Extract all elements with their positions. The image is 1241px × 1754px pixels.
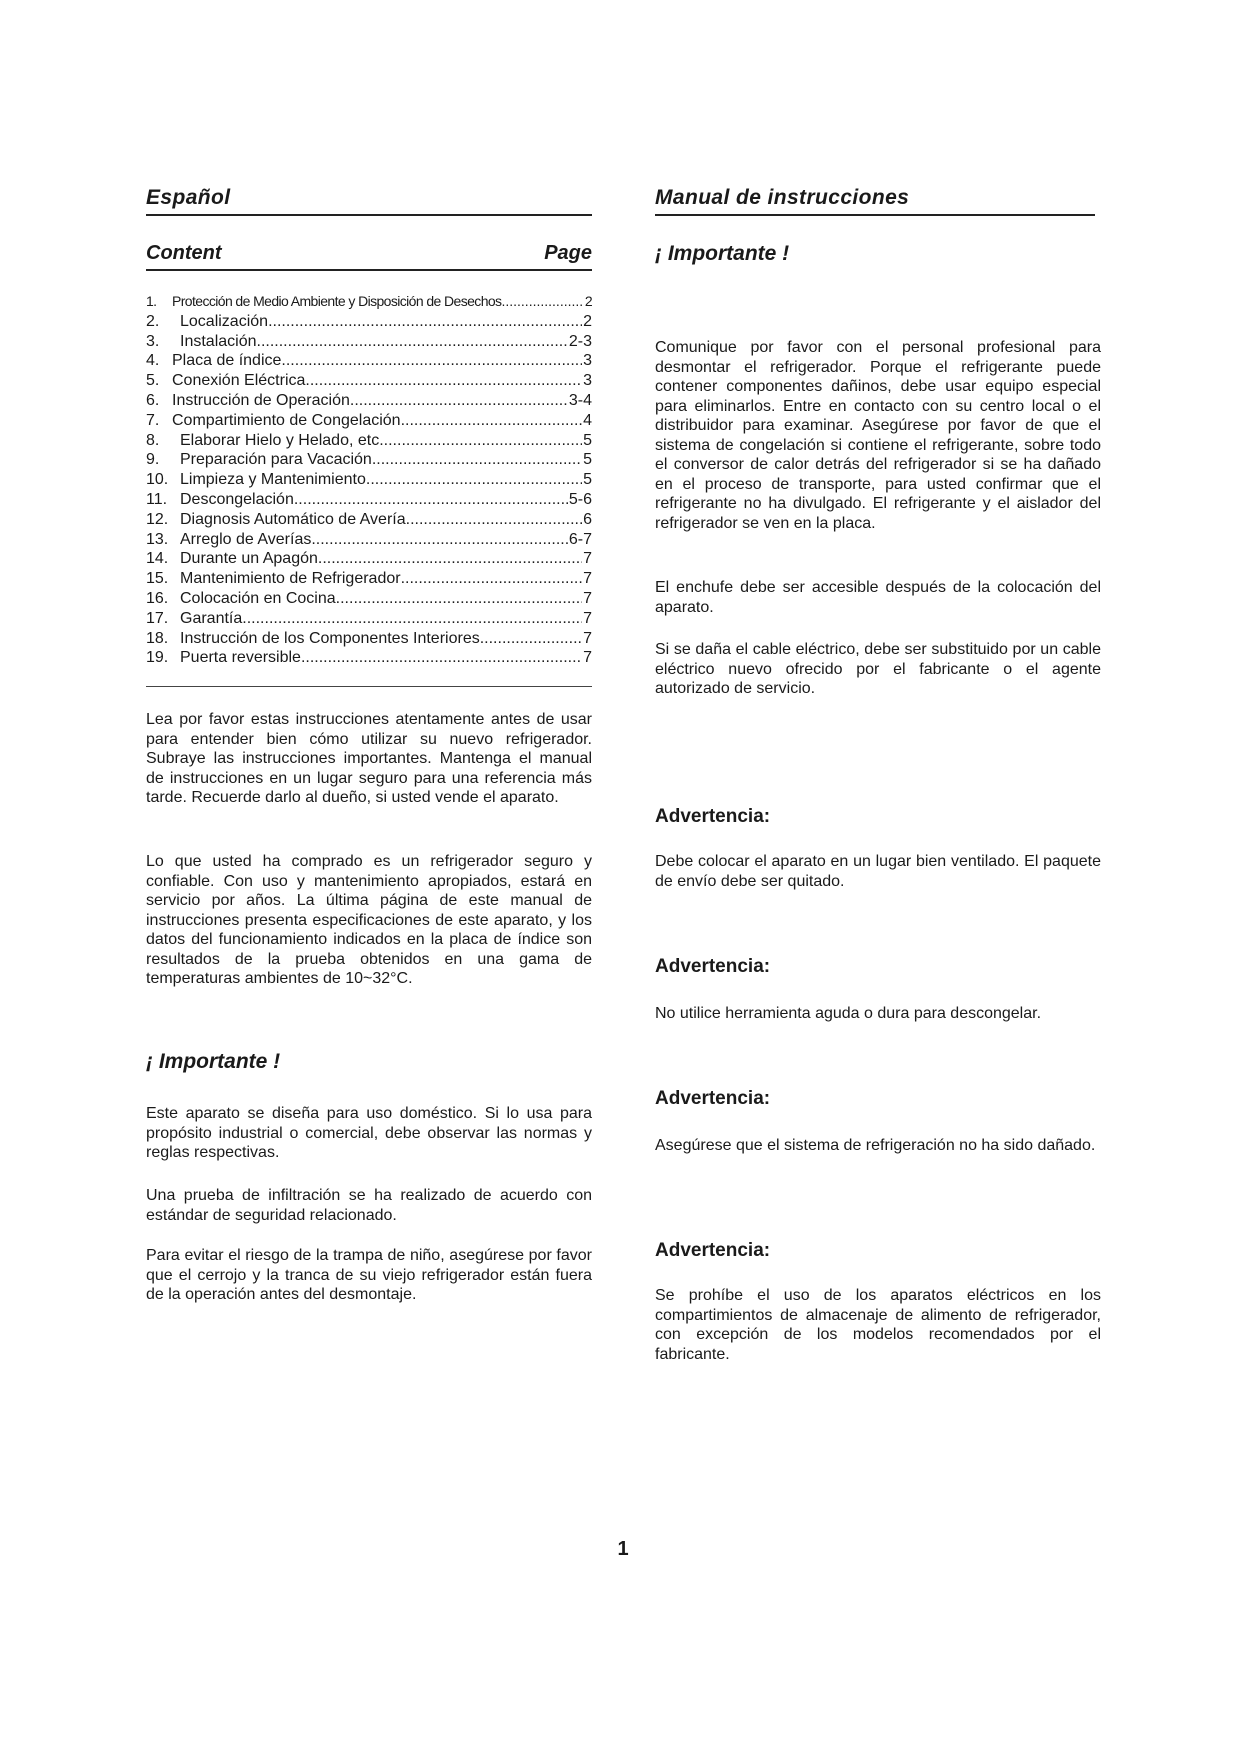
intro-paragraph-1: Lea por favor estas instrucciones atentamente antes de usar para entender bien cómo utilizar su nuevo refrigerador. Subraye las instrucciones importantes. Mantenga el manual de instrucciones en un lugar seguro para una referencia más tarde. Recuerde darlo al dueño, si usted vende el aparato. [146,711,592,806]
toc-item-label: Protección de Medio Ambiente y Disposición de Desechos [172,293,502,309]
toc-item [146,351,592,371]
toc-leader-dots [294,490,568,510]
warning-4 [655,1240,1101,1262]
toc-item [146,589,592,609]
important-right-paragraph-3: Si se daña el cable eléctrico, debe ser substituido por un cable eléctrico nuevo ofrecido por el fabricante o el agente autorizado de servicio. [655,641,1101,697]
toc-item-page: 7 [583,589,592,607]
toc-header [146,242,592,271]
toc-item-page: 4 [583,411,592,429]
important-left-title: ¡ Importante ! [146,1050,281,1073]
warning-3-title: Advertencia: [655,1088,771,1109]
toc-item-number: 12. [146,510,169,528]
toc-leader-dots [350,391,568,411]
toc-leader-dots [406,510,582,530]
section-header-manual [655,186,1101,216]
important-right-body-3 [655,640,1101,699]
important-left-paragraph-2: Una prueba de infiltración se ha realizado de acuerdo con estándar de seguridad relacionado. [146,1187,592,1224]
toc-leader-dots [311,530,568,550]
toc-item-number: 14. [146,550,169,568]
toc-item [146,431,592,451]
toc-item-page: 7 [583,609,592,627]
toc-item-number: 7. [146,411,160,429]
toc-item [146,371,592,391]
toc-title: Content [146,242,222,264]
toc-leader-dots [372,450,582,470]
toc-item [146,411,592,431]
toc-item-page: 2-3 [568,332,592,350]
toc-item-label: Mantenimiento de Refrigerador [180,570,401,588]
toc-item-page: 2 [583,312,592,330]
toc-item-page: 5 [583,471,592,489]
toc-leader-dots [257,332,568,352]
toc-leader-dots [242,609,582,629]
toc-divider [146,686,592,687]
toc-leader-dots [379,431,582,451]
toc-item [146,391,592,411]
toc-item [146,569,592,589]
toc-item-page: 3 [583,352,592,370]
toc-item [146,292,592,312]
toc-item [146,549,592,569]
warning-2-body [655,1004,1101,1024]
toc-item-number: 9. [146,451,160,469]
warning-2-text: No utilice herramienta aguda o dura para descongelar. [655,1005,1042,1022]
warning-3-text: Asegúrese que el sistema de refrigeración no ha sido dañado. [655,1137,1096,1154]
language-title: Español [146,186,592,216]
toc-item-number: 1. [146,293,157,309]
important-right-paragraph-1: Comunique por favor con el personal profesional para desmontar el refrigerador. Porque el refrigerante puede contener componentes dañinos, debe usar equipo especial para eliminarlos. Entre en contacto con su centro local o el distribuidor para examinar. Asegúrese por favor de que el sistema de congelación si contiene el refrigerante, sobre todo el conversor de calor detrás del refrigerador si se ha dañado en el proceso de transporte, para usted confirmar que el refrigerante no ha divulgado. El refrigerante y el aislador del refrigerador se ven en la placa. [655,339,1101,532]
toc-leader-dots [501,292,583,312]
toc-item-label: Instalación [180,332,257,350]
warning-4-title: Advertencia: [655,1240,771,1261]
toc-item-page: 7 [583,629,592,647]
toc-leader-dots [401,411,583,431]
toc-item-number: 5. [146,372,160,390]
toc-leader-dots [318,549,582,569]
warning-2 [655,956,1101,978]
important-left-paragraph-3: Para evitar el riesgo de la trampa de niño, asegúrese por favor que el cerrojo y la tranca de su viejo refrigerador están fuera de la operación antes del desmontaje. [146,1247,592,1303]
important-left-paragraph-1: Este aparato se diseña para uso doméstico. Si lo usa para propósito industrial o comercial, debe observar las normas y reglas respectivas. [146,1105,592,1161]
toc-item-label: Conexión Eléctrica [172,372,306,390]
section-header-espanol [146,186,592,216]
toc-item-number: 19. [146,649,169,667]
toc-item-label: Garantía [180,609,243,627]
important-left-body-3 [146,1246,592,1305]
toc-item-number: 13. [146,530,169,548]
toc-item-label: Elaborar Hielo y Helado, etc [180,431,380,449]
important-right-paragraph-2: El enchufe debe ser accesible después de la colocación del aparato. [655,579,1101,616]
important-left-body [146,1104,592,1163]
important-left [146,1050,592,1074]
toc-item-page: 6-7 [568,530,592,548]
toc-item [146,510,592,530]
toc-item [146,332,592,352]
important-right-title: ¡ Importante ! [655,242,790,265]
toc-item-page: 6 [583,510,592,528]
toc-leader-dots [401,569,583,589]
toc-item-number: 8. [146,431,160,449]
toc-item [146,450,592,470]
page-number: 1 [617,1538,629,1560]
toc-item-label: Instrucción de los Componentes Interiores [180,629,480,647]
toc-item [146,530,592,550]
warning-1-title: Advertencia: [655,806,771,827]
toc-item-page: 7 [583,550,592,568]
warning-3 [655,1088,1101,1110]
toc-item [146,629,592,649]
toc-item-label: Arreglo de Averías [180,530,312,548]
toc-item [146,470,592,490]
toc-item-page: 2 [584,293,592,309]
toc-item-label: Puerta reversible [180,649,301,667]
toc-item-label: Descongelación [180,490,294,508]
toc-item-label: Placa de índice [172,352,282,370]
toc-page-label: Page [544,242,592,264]
intro-paragraph-2: Lo que usted ha comprado es un refrigerador seguro y confiable. Con uso y mantenimiento apropiados, estará en servicio por años. La última página de este manual de instrucciones presenta especificaciones de este aparato, y los datos del funcionamiento indicados en la placa de índice son resultados de la prueba obtenidos en una gama de temperaturas ambientes de 10~32°C. [146,853,592,987]
toc-item-label: Limpieza y Mantenimiento [180,471,366,489]
toc-item-label: Diagnosis Automático de Avería [180,510,406,528]
toc-leader-dots [281,351,582,371]
toc-item-number: 18. [146,629,169,647]
toc-item-number: 10. [146,471,169,489]
toc-item-number: 17. [146,609,169,627]
toc-item-page: 7 [583,649,592,667]
toc-item-page: 7 [583,570,592,588]
toc-leader-dots [301,648,582,668]
toc-leader-dots [336,589,582,609]
toc-item-number: 3. [146,332,160,350]
toc-item [146,490,592,510]
manual-title: Manual de instrucciones [655,186,1095,216]
toc-item-label: Compartimiento de Congelación [172,411,401,429]
toc-item-label: Colocación en Cocina [180,589,336,607]
toc-item [146,648,592,668]
toc-item-number: 6. [146,391,160,409]
toc-item-number: 11. [146,490,168,508]
warning-3-body [655,1136,1101,1156]
warning-1-body [655,852,1101,891]
toc-item [146,312,592,332]
toc-leader-dots [480,629,582,649]
table-of-contents [146,292,592,668]
toc-item-page: 5 [583,451,592,469]
important-right-body [655,338,1101,533]
toc-item [146,609,592,629]
toc-list [146,292,592,668]
toc-item-page: 5 [583,431,592,449]
toc-leader-dots [268,312,582,332]
warning-4-text: Se prohíbe el uso de los aparatos eléctricos en los compartimientos de almacenaje de alimento de refrigerador, con excepción de los modelos recomendados por el fabricante. [655,1287,1101,1363]
important-left-body-2 [146,1186,592,1225]
intro-section-2 [146,852,592,989]
important-right-body-2 [655,578,1101,617]
toc-item-label: Preparación para Vacación [180,451,372,469]
warning-1 [655,806,1101,828]
toc-item-label: Localización [180,312,269,330]
toc-leader-dots [305,371,582,391]
intro-section [146,710,592,808]
toc-leader-dots [366,470,582,490]
warning-2-title: Advertencia: [655,956,771,977]
warning-1-text: Debe colocar el aparato en un lugar bien ventilado. El paquete de envío debe ser quitado. [655,853,1101,890]
toc-item-number: 2. [146,312,160,330]
toc-item-label: Durante un Apagón [180,550,318,568]
warning-4-body [655,1286,1101,1364]
toc-item-page: 3 [583,372,592,390]
important-right [655,242,1101,266]
toc-item-number: 15. [146,570,169,588]
toc-item-page: 3-4 [568,391,592,409]
toc-item-page: 5-6 [568,490,592,508]
toc-item-label: Instrucción de Operación [172,391,350,409]
toc-item-number: 16. [146,589,169,607]
toc-item-number: 4. [146,352,160,370]
